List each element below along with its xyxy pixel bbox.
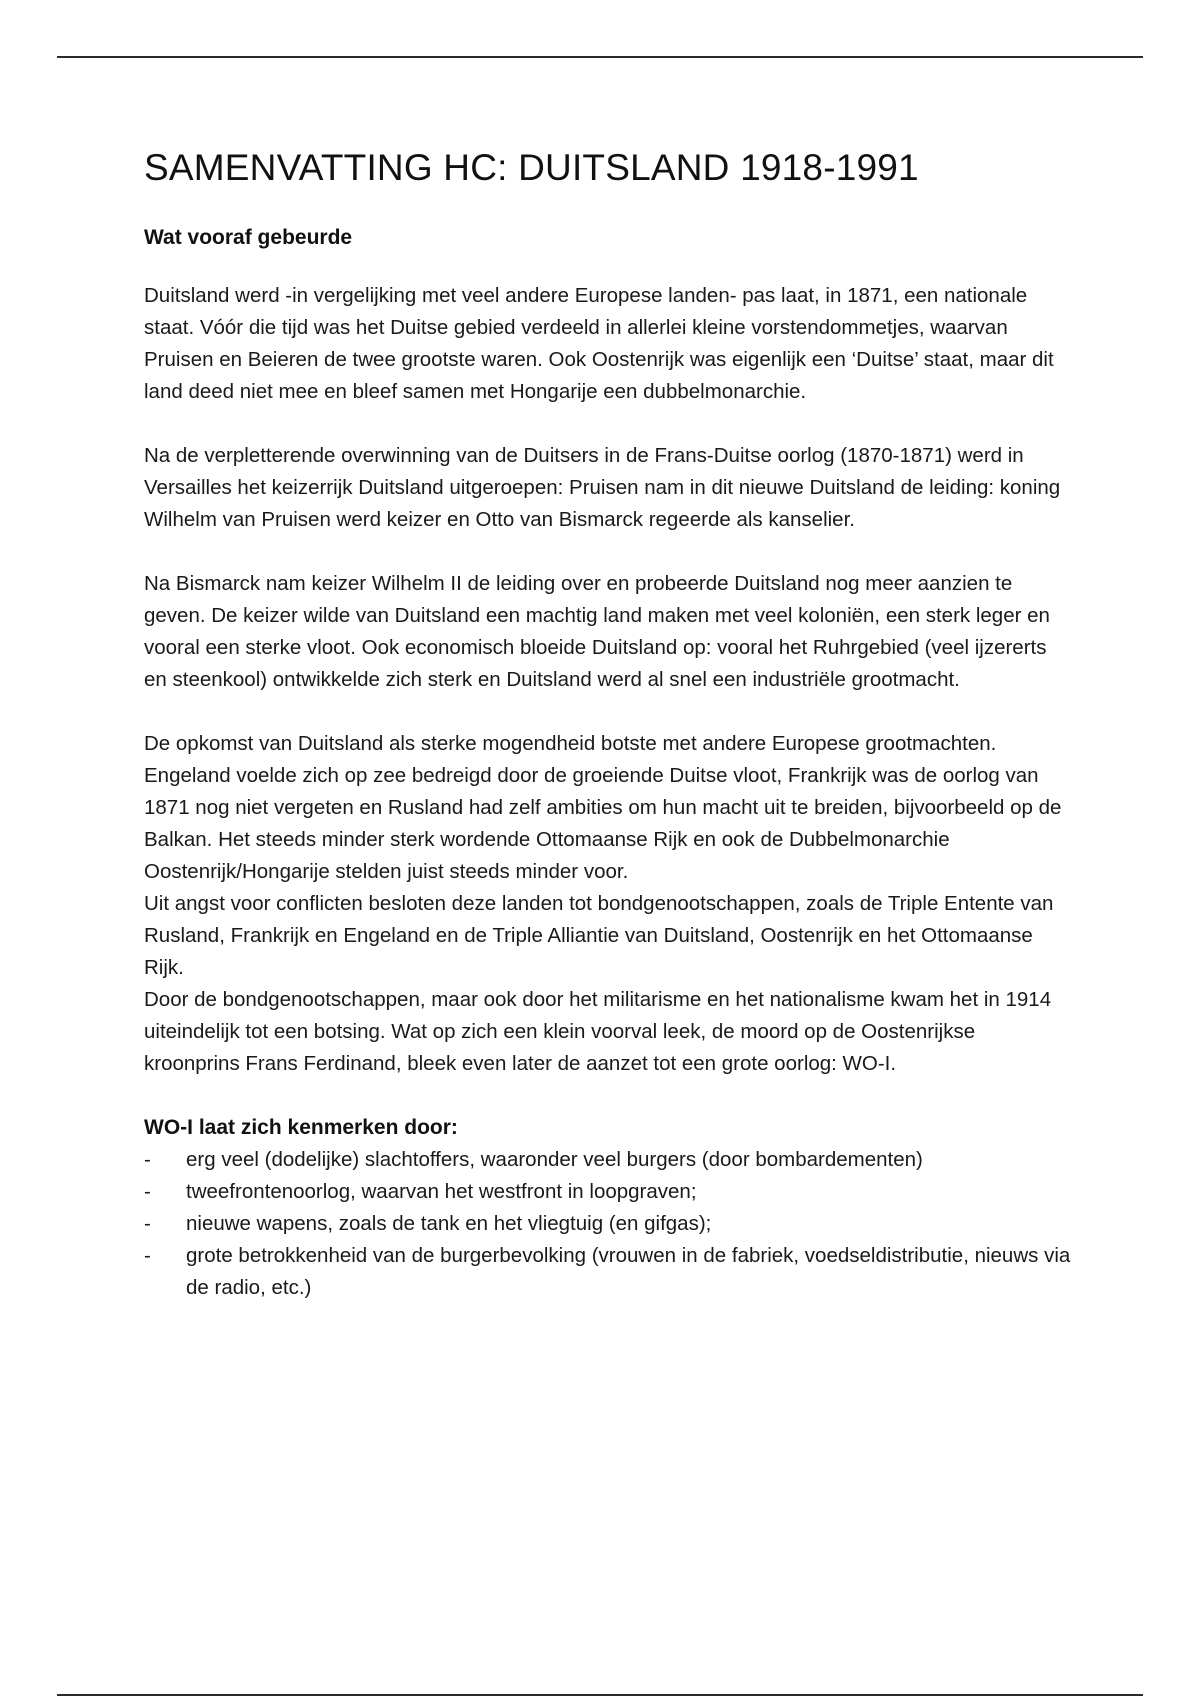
page-title: SAMENVATTING HC: DUITSLAND 1918-1991 [144, 147, 919, 188]
bullet-dash: - [144, 1212, 151, 1235]
bullet-dash: - [144, 1180, 151, 1203]
list-item [144, 1240, 1074, 1304]
paragraph-5: Uit angst voor conflicten besloten deze landen tot bondgenootschappen, zoals de Triple Entente van Rusland, Frankrijk en Engeland en de Triple Alliantie van Duitsland, Oostenrijk en het Ottomaanse Rijk. [144, 892, 1054, 979]
list-item [144, 1208, 1074, 1240]
bullet-dash: - [144, 1148, 151, 1171]
section-heading: Wat vooraf gebeurde [144, 226, 353, 249]
bullet-dash: - [144, 1244, 151, 1267]
paragraph-3: Na Bismarck nam keizer Wilhelm II de leiding over en probeerde Duitsland nog meer aanzien te geven. De keizer wilde van Duitsland een machtig land maken met veel koloniën, een sterk leger en vooral een sterke vloot. Ook economisch bloeide Duitsland op: vooral het Ruhrgebied (veel ijzererts en steenkool) ontwikkelde zich sterk en Duitsland werd al snel een industriële grootmacht. [144, 572, 1050, 691]
list-item-text: nieuwe wapens, zoals de tank en het vliegtuig (en gifgas); [186, 1212, 712, 1235]
paragraph-6: Door de bondgenootschappen, maar ook door het militarisme en het nationalisme kwam het in 1914 uiteindelijk tot een botsing. Wat op zich een klein voorval leek, de moord op de Oostenrijkse kroonprins Frans Ferdinand, bleek even later de aanzet tot een grote oorlog: WO-I. [144, 988, 1052, 1075]
paragraph-1: Duitsland werd -in vergelijking met veel andere Europese landen- pas laat, in 1871, een nationale staat. Vóór die tijd was het Duitse gebied verdeeld in allerlei kleine vorstendommetjes, waarvan Pruisen en Beieren de twee grootste waren. Ook Oostenrijk was eigenlijk een ‘Duitse’ staat, maar dit land deed niet mee en bleef samen met Hongarije een dubbelmonarchie. [144, 284, 1054, 403]
top-rule [57, 56, 1143, 58]
list-item [144, 1144, 1074, 1176]
list-item-text: erg veel (dodelijke) slachtoffers, waaronder veel burgers (door bombardementen) [186, 1148, 923, 1171]
bullet-list [144, 1144, 1074, 1304]
paragraph-2: Na de verpletterende overwinning van de Duitsers in de Frans-Duitse oorlog (1870-1871) werd in Versailles het keizerrijk Duitsland uitgeroepen: Pruisen nam in dit nieuwe Duitsland de leiding: koning Wilhelm van Pruisen werd keizer en Otto van Bismarck regeerde als kanselier. [144, 444, 1061, 531]
paragraph-4: De opkomst van Duitsland als sterke mogendheid botste met andere Europese grootmachten. Engeland voelde zich op zee bedreigd door de groeiende Duitse vloot, Frankrijk was de oorlog van 1871 nog niet vergeten en Rusland had zelf ambities om hun macht uit te breiden, bijvoorbeeld op de Balkan. Het steeds minder sterk wordende Ottomaanse Rijk en ook de Dubbelmonarchie Oostenrijk/Hongarije stelden juist steeds minder voor. [144, 732, 1062, 883]
list-heading: WO-I laat zich kenmerken door: [144, 1116, 458, 1139]
bottom-rule [57, 1694, 1143, 1696]
document-body [144, 140, 1074, 1304]
list-item-text: grote betrokkenheid van de burgerbevolking (vrouwen in de fabriek, voedseldistributie, nieuws via de radio, etc.) [186, 1244, 1071, 1299]
list-item [144, 1176, 1074, 1208]
list-item-text: tweefrontenoorlog, waarvan het westfront in loopgraven; [186, 1180, 697, 1203]
